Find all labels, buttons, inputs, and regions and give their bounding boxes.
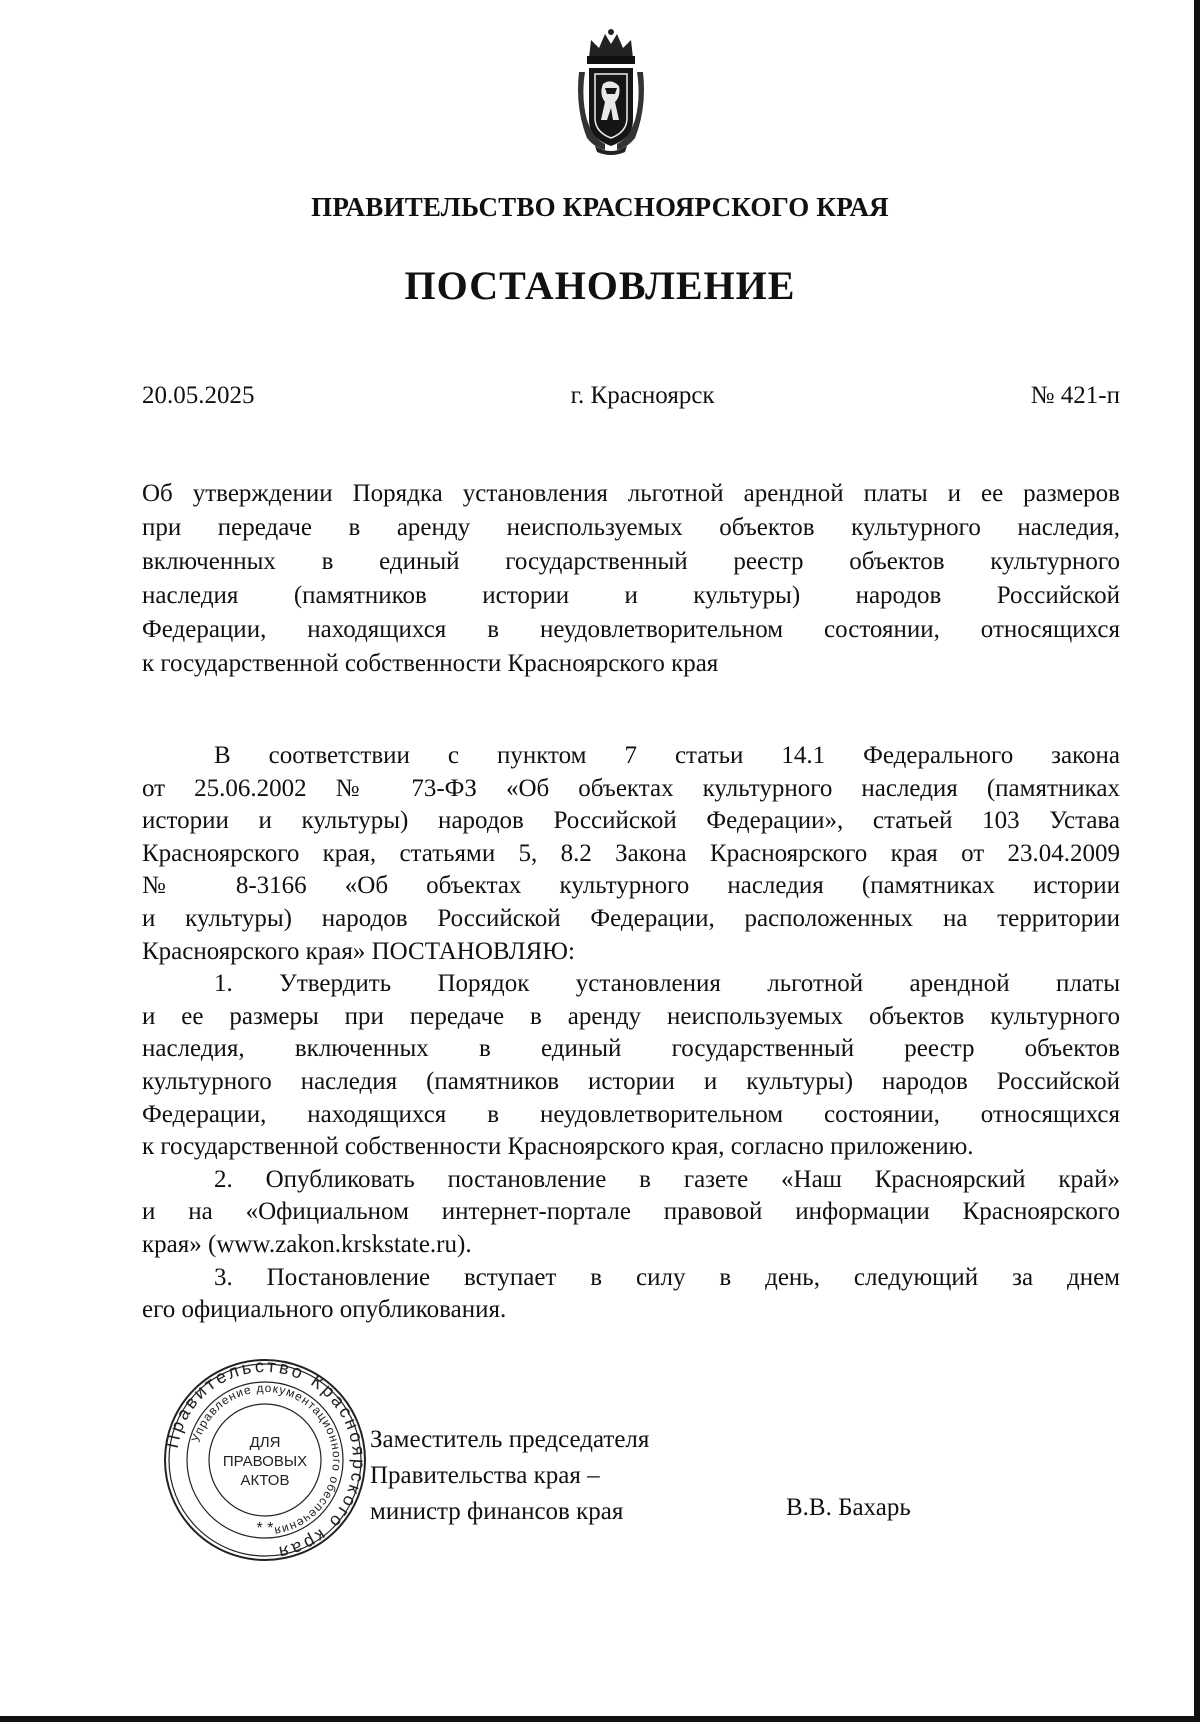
body-line: № 8-3166 «Об объектах культурного наследия (памятниках истории — [142, 872, 1120, 900]
document-date: 20.05.2025 — [142, 382, 255, 409]
document-place: г. Красноярск — [570, 382, 715, 409]
signer-position-line: министр финансов края — [370, 1498, 624, 1525]
body-line: Федерации, находящихся в неудовлетворительном состоянии, относящихся — [142, 1100, 1120, 1128]
body-line: культурного наследия (памятников истории и культуры) народов Российской — [142, 1067, 1120, 1095]
stamp-outer-text: Правительство Красноярского края — [161, 1355, 370, 1564]
stamp-stars: * * — [256, 1520, 274, 1537]
body-line: 2. Опубликовать постановление в газете «Наш Красноярский край» — [214, 1165, 1120, 1193]
subject-line: Федерации, находящихся в неудовлетворительном состоянии, относящихся — [142, 616, 1120, 643]
document-subject — [142, 477, 1120, 681]
subject-line: Об утверждении Порядка установления льготной арендной платы и ее размеров — [142, 480, 1120, 507]
stamp-center-line: АКТОВ — [240, 1472, 290, 1489]
body-line: 3. Постановление вступает в силу в день, следующий за днем — [214, 1263, 1120, 1291]
stamp-center-line: ПРАВОВЫХ — [222, 1453, 308, 1470]
body-line: истории и культуры) народов Российской Федерации», статьей 103 Устава — [142, 807, 1120, 835]
signer-position-line: Правительства края – — [370, 1462, 600, 1489]
subject-line: к государственной собственности Красноярского края — [142, 650, 719, 677]
body-line: Красноярского края» ПОСТАНОВЛЯЮ: — [142, 937, 575, 965]
body-line: к государственной собственности Красноярского края, согласно приложению. — [142, 1133, 974, 1161]
official-seal-stamp — [160, 1355, 370, 1565]
stamp-inner-text: Управление документационного обеспечения — [188, 1380, 345, 1539]
signer-position-line: Заместитель председателя — [370, 1426, 650, 1453]
signer-position — [370, 1422, 649, 1530]
body-line: 1. Утвердить Порядок установления льготной арендной платы — [214, 970, 1120, 998]
body-line: Красноярского края, статьями 5, 8.2 Закона Красноярского края от 23.04.2009 — [142, 839, 1120, 867]
organization-title: ПРАВИТЕЛЬСТВО КРАСНОЯРСКОГО КРАЯ — [311, 192, 889, 222]
subject-line: включенных в единый государственный реестр объектов культурного — [142, 548, 1120, 575]
body-line: и на «Официальном интернет-портале правовой информации Красноярского — [142, 1198, 1120, 1226]
signer-name: В.В. Бахарь — [786, 1494, 911, 1521]
body-line: края» (www.zakon.krskstate.ru). — [142, 1230, 472, 1258]
document-type-heading: ПОСТАНОВЛЕНИЕ — [404, 263, 796, 308]
body-line: и культуры) народов Российской Федерации, расположенных на территории — [142, 904, 1120, 932]
document-body — [142, 740, 1120, 1327]
body-line: В соответствии с пунктом 7 статьи 14.1 Федерального закона — [214, 742, 1120, 769]
krasnoyarsk-coat-of-arms-icon — [575, 28, 647, 156]
scan-edge-bottom — [0, 1716, 1200, 1722]
body-line: его официального опубликования. — [142, 1296, 507, 1324]
body-line: наследия, включенных в единый государственный реестр объектов — [142, 1035, 1120, 1063]
document-number: № 421-п — [1030, 382, 1120, 409]
body-line: и ее размеры при передаче в аренду неиспользуемых объектов культурного — [142, 1002, 1120, 1030]
document-meta-row — [142, 382, 1120, 410]
subject-line: при передаче в аренду неиспользуемых объектов культурного наследия, — [142, 514, 1120, 541]
subject-line: наследия (памятников истории и культуры) народов Российской — [142, 582, 1120, 609]
scan-edge-right — [1194, 0, 1200, 1722]
body-line: от 25.06.2002 № 73-ФЗ «Об объектах культурного наследия (памятниках — [142, 774, 1120, 802]
stamp-center-line: ДЛЯ — [249, 1434, 281, 1451]
